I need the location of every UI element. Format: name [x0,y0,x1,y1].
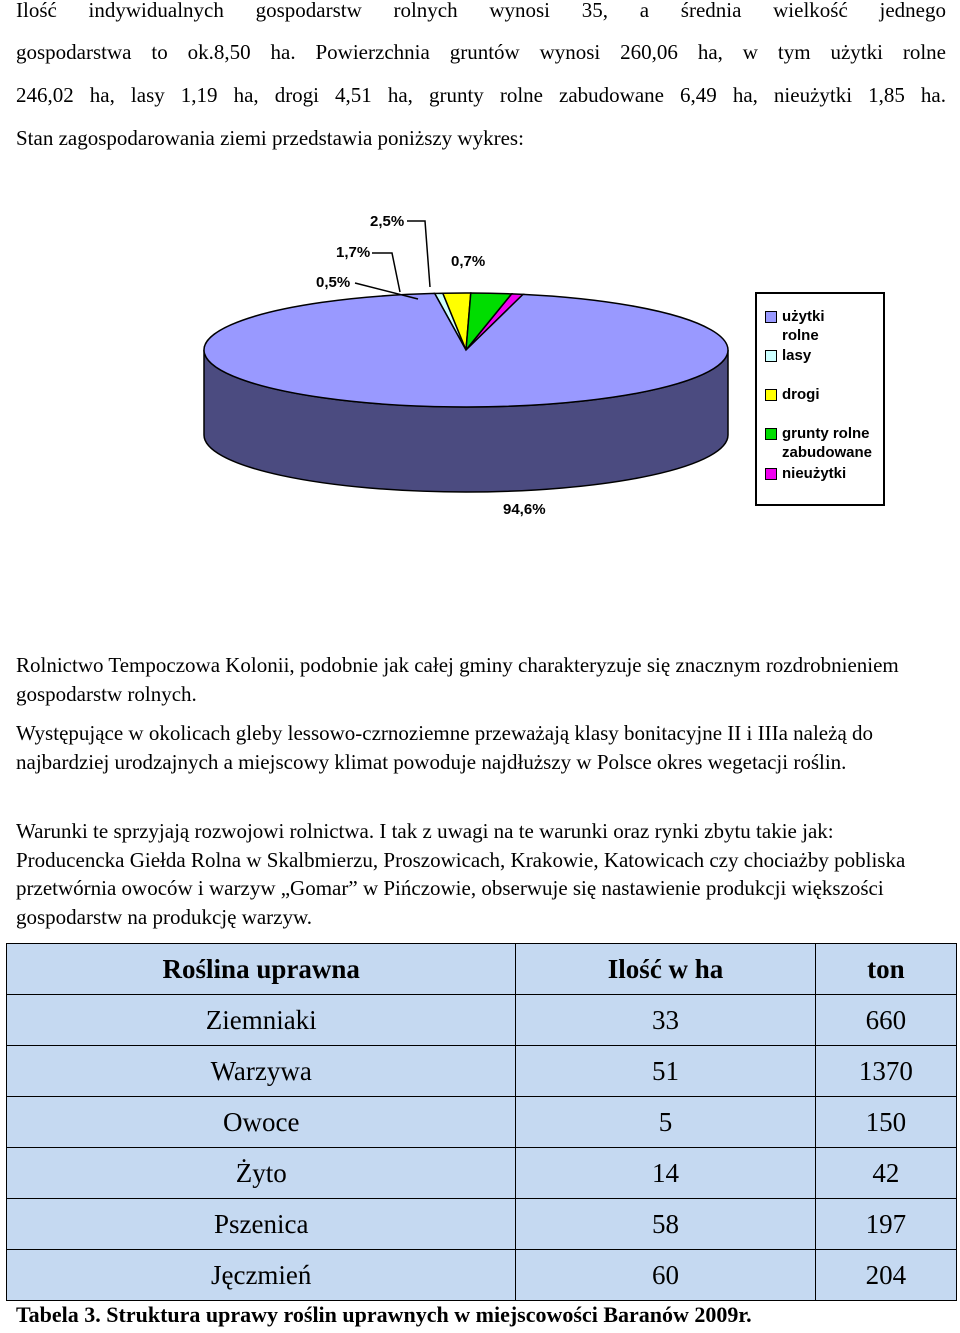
intro-line-4: Stan zagospodarowania ziemi przedstawia poniższy wykres: [16,126,524,150]
paragraph-warunki: Warunki te sprzyjają rozwojowi rolnictwa. I tak z uwagi na te warunki oraz rynki zbytu takie jak: Producencka Giełda Rolna w Skalbmierzu, Proszowicach, Krakowie, Katowicach czy chociażby pobliska przetwórnia owoców i warzyw „Gomar” w Pińczowie, obserwuje się nastawienie produkcji większości gospodarstw na produkcję warzyw. [16,819,906,929]
table-cell: 150 [815,1097,956,1148]
data-label: 2,5% [370,213,405,230]
legend-label: drogi [782,386,820,403]
table-cell: 33 [516,995,815,1046]
legend-swatch [765,468,777,480]
table-cell: 42 [815,1148,956,1199]
legend-swatch [765,389,777,401]
table-cell: 5 [516,1097,815,1148]
table-cell: Warzywa [7,1046,516,1097]
table-cell: Pszenica [7,1199,516,1250]
legend-swatch [765,350,777,362]
data-label: 0,5% [316,274,351,291]
table-cell: 14 [516,1148,815,1199]
table-header-cell: Ilość w ha [516,944,815,995]
table-row [7,1250,957,1301]
intro-line-2: gospodarstwa to ok.8,50 ha. Powierzchnia gruntów wynosi 260,06 ha, w tym użytki rolne [16,40,946,64]
intro-line-1: Ilość indywidualnych gospodarstw rolnych wynosi 35, a średnia wielkość jednego [16,0,946,22]
table-cell: Ziemniaki [7,995,516,1046]
table-cell: 204 [815,1250,956,1301]
leader-line [407,221,430,287]
table-header-cell: Roślina uprawna [7,944,516,995]
legend-swatch [765,428,777,440]
paragraph-rolnictwo: Rolnictwo Tempoczowa Kolonii, podobnie jak całej gminy charakteryzuje się znacznym rozdrobnieniem gospodarstw rolnych. [16,653,899,706]
table-row [7,1199,957,1250]
legend-label: nieużytki [782,465,847,482]
table-cell: 197 [815,1199,956,1250]
data-label: 94,6% [503,501,546,518]
table-cell: 60 [516,1250,815,1301]
table-row [7,1046,957,1097]
legend-swatch [765,311,777,323]
table-cell: Żyto [7,1148,516,1199]
table-cell: 58 [516,1199,815,1250]
table-cell: Owoce [7,1097,516,1148]
table-caption: Tabela 3. Struktura uprawy roślin uprawnych w miejscowości Baranów 2009r. [16,1302,752,1327]
table-row [7,995,957,1046]
table-cell: 1370 [815,1046,956,1097]
intro-line-3: 246,02 ha, lasy 1,19 ha, drogi 4,51 ha, grunty rolne zabudowane 6,49 ha, nieużytki 1,85 ha. [16,83,946,107]
table-row [7,1097,957,1148]
table-cell: 660 [815,995,956,1046]
data-label: 0,7% [451,253,486,270]
table-header-cell: ton [815,944,956,995]
data-label: 1,7% [336,244,371,261]
table-cell: Jęczmień [7,1250,516,1301]
legend-label: użytki rolne [782,308,825,344]
legend-label: grunty rolne zabudowane [782,425,873,461]
table-header-row [7,944,957,995]
paragraph-gleby: Występujące w okolicach gleby lessowo-czrnoziemne przeważają klasy bonitacyjne II i IIIa należą do najbardziej urodzajnych a miejscowy klimat powoduje najdłuższy w Polsce okres wegetacji roślin. [16,721,874,774]
table-cell: 51 [516,1046,815,1097]
table-row [7,1148,957,1199]
crop-table [6,943,957,1301]
leader-line [372,253,400,292]
chart-legend [755,292,885,506]
legend-label: lasy [782,347,812,364]
